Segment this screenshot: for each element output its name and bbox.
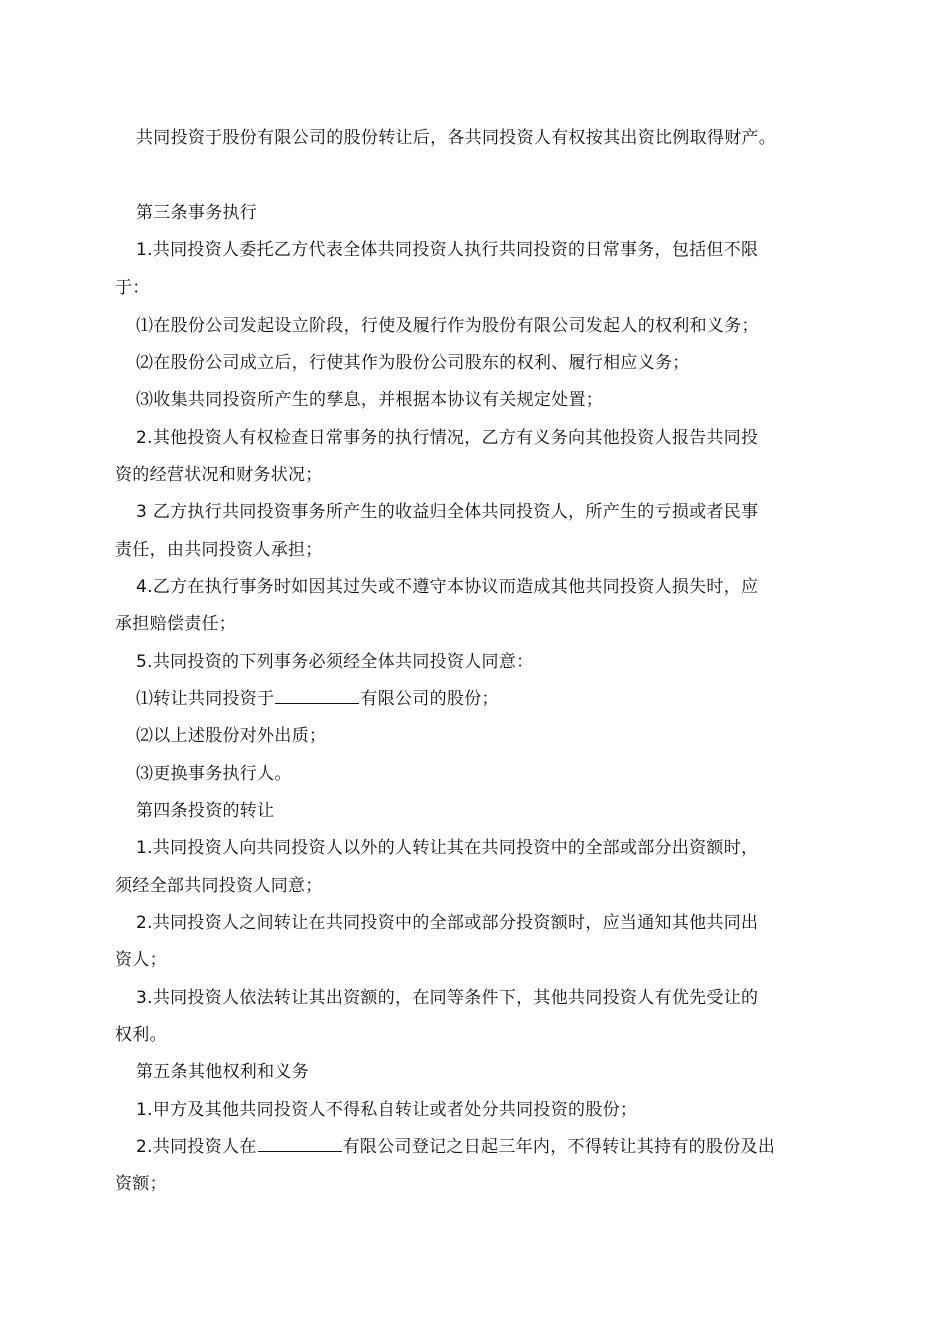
paragraph-line: ⑶收集共同投资所产生的孳息，并根据本协议有关规定处置； <box>136 390 604 410</box>
paragraph-line <box>0 1135 950 1159</box>
paragraph-line: 5.共同投资的下列事务必须经全体共同投资人同意： <box>136 652 534 672</box>
paragraph-line: 于： <box>115 278 150 298</box>
paragraph-line: 资的经营状况和财务状况； <box>115 465 323 485</box>
paragraph-line: 4.乙方在执行事务时如因其过失或不遵守本协议而造成其他共同投资人损失时，应 <box>136 577 759 597</box>
paragraph-line: 承担赔偿责任； <box>115 614 237 634</box>
paragraph-line: 1.甲方及其他共同投资人不得私自转让或者处分共同投资的股份； <box>136 1100 638 1120</box>
paragraph-line: 资人； <box>115 950 167 970</box>
paragraph-line: ⑴在股份公司发起设立阶段，行使及履行作为股份有限公司发起人的权利和义务； <box>136 316 759 336</box>
paragraph-line: ⑵以上述股份对外出质； <box>136 726 327 746</box>
section-heading-article-5: 第五条其他权利和义务 <box>136 1062 309 1082</box>
text-segment: 有限公司登记之日起三年内，不得转让其持有的股份及出 <box>342 1137 776 1157</box>
text-segment: 有限公司的股份； <box>360 689 499 709</box>
paragraph-line: 须经全部共同投资人同意； <box>115 876 323 896</box>
paragraph-line: 资额； <box>115 1174 167 1194</box>
paragraph-line: ⑵在股份公司成立后，行使其作为股份公司股东的权利、履行相应义务； <box>136 353 690 373</box>
paragraph-line <box>0 687 950 711</box>
paragraph-line: 2.共同投资人之间转让在共同投资中的全部或部分投资额时，应当通知其他共同出 <box>136 913 759 933</box>
section-heading-article-3: 第三条事务执行 <box>136 203 258 223</box>
paragraph-line: 共同投资于股份有限公司的股份转让后，各共同投资人有权按其出资比例取得财产。 <box>136 128 777 148</box>
paragraph-line: 1.共同投资人委托乙方代表全体共同投资人执行共同投资的日常事务，包括但不限 <box>136 240 759 260</box>
section-heading-article-4: 第四条投资的转让 <box>136 801 275 821</box>
text-segment: 2.共同投资人在 <box>136 1137 257 1157</box>
text-segment: ⑴转让共同投资于 <box>136 689 275 709</box>
paragraph-line: 2.其他投资人有权检查日常事务的执行情况，乙方有义务向其他投资人报告共同投 <box>136 428 759 448</box>
paragraph-line: 3 乙方执行共同投资事务所产生的收益归全体共同投资人，所产生的亏损或者民事 <box>136 502 759 522</box>
paragraph-line: 权利。 <box>115 1025 167 1045</box>
fill-in-blank <box>258 1135 342 1152</box>
fill-in-blank <box>275 687 359 704</box>
paragraph-line: 1.共同投资人向共同投资人以外的人转让其在共同投资中的全部或部分出资额时， <box>136 838 759 858</box>
paragraph-line: ⑶更换事务执行人。 <box>136 764 292 784</box>
paragraph-line: 3.共同投资人依法转让其出资额的，在同等条件下，其他共同投资人有优先受让的 <box>136 988 759 1008</box>
paragraph-line: 责任，由共同投资人承担； <box>115 540 323 560</box>
